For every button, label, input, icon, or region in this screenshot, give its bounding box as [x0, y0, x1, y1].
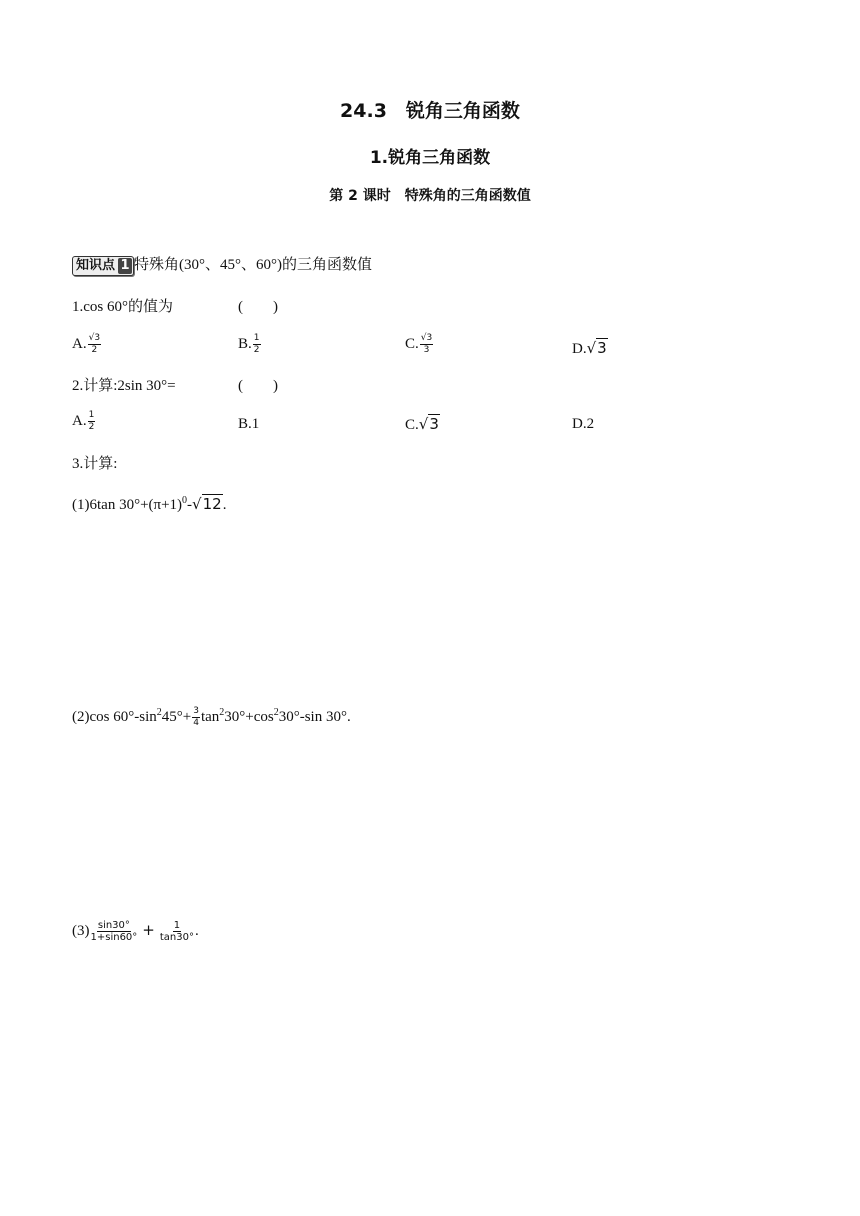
question-1-bracket: ( )	[238, 299, 278, 315]
knowledge-number: 1	[118, 258, 132, 274]
q1-option-a: A. $\frac{√3}{2}$	[72, 333, 101, 355]
knowledge-point	[72, 255, 372, 276]
q3-part-3: (3) $\frac{\sin 30^\circ}{1+\sin 60^\circ}$ + $\frac{1}{\tan 30^\circ}$ .	[72, 920, 199, 944]
question-3-stem: 3.计算:	[72, 456, 118, 472]
knowledge-badge: 知识点 1	[72, 256, 134, 276]
q2-option-c: C.√3	[405, 415, 439, 433]
knowledge-text: 特殊角(30°、45°、60°)的三角函数值	[134, 257, 373, 273]
question-1-stem: 1.cos 60°的值为	[72, 299, 173, 315]
q1-option-d: D.√3	[572, 339, 607, 357]
lesson-title: 第 2 课时 特殊角的三角函数值	[329, 188, 531, 204]
q3-part-2: (2)cos $60^\circ-\sin^245^\circ+$ $\frac{3}{4}$ $\tan^230^\circ+\cos^230^\circ-\sin$ 30°.	[72, 706, 351, 728]
q2-option-d: D.2	[572, 416, 595, 432]
q2-option-a: A. $\frac{1}{2}$	[72, 410, 95, 432]
question-2-bracket: ( )	[238, 378, 278, 394]
section-title: 1.锐角三角函数	[369, 148, 491, 168]
q1-option-c: C. $\frac{√3}{3}$	[405, 333, 433, 355]
page-title: 24.3 锐角三角函数	[340, 100, 520, 122]
q2-option-b: B.1	[238, 416, 260, 432]
q3-part-1: (1)6tan $30^\circ+(\pi+1)^0-√12$.	[72, 495, 227, 513]
question-2-stem: 2.计算:2sin 30°=	[72, 378, 176, 394]
q1-option-b: B. $\frac{1}{2}$	[238, 333, 260, 355]
